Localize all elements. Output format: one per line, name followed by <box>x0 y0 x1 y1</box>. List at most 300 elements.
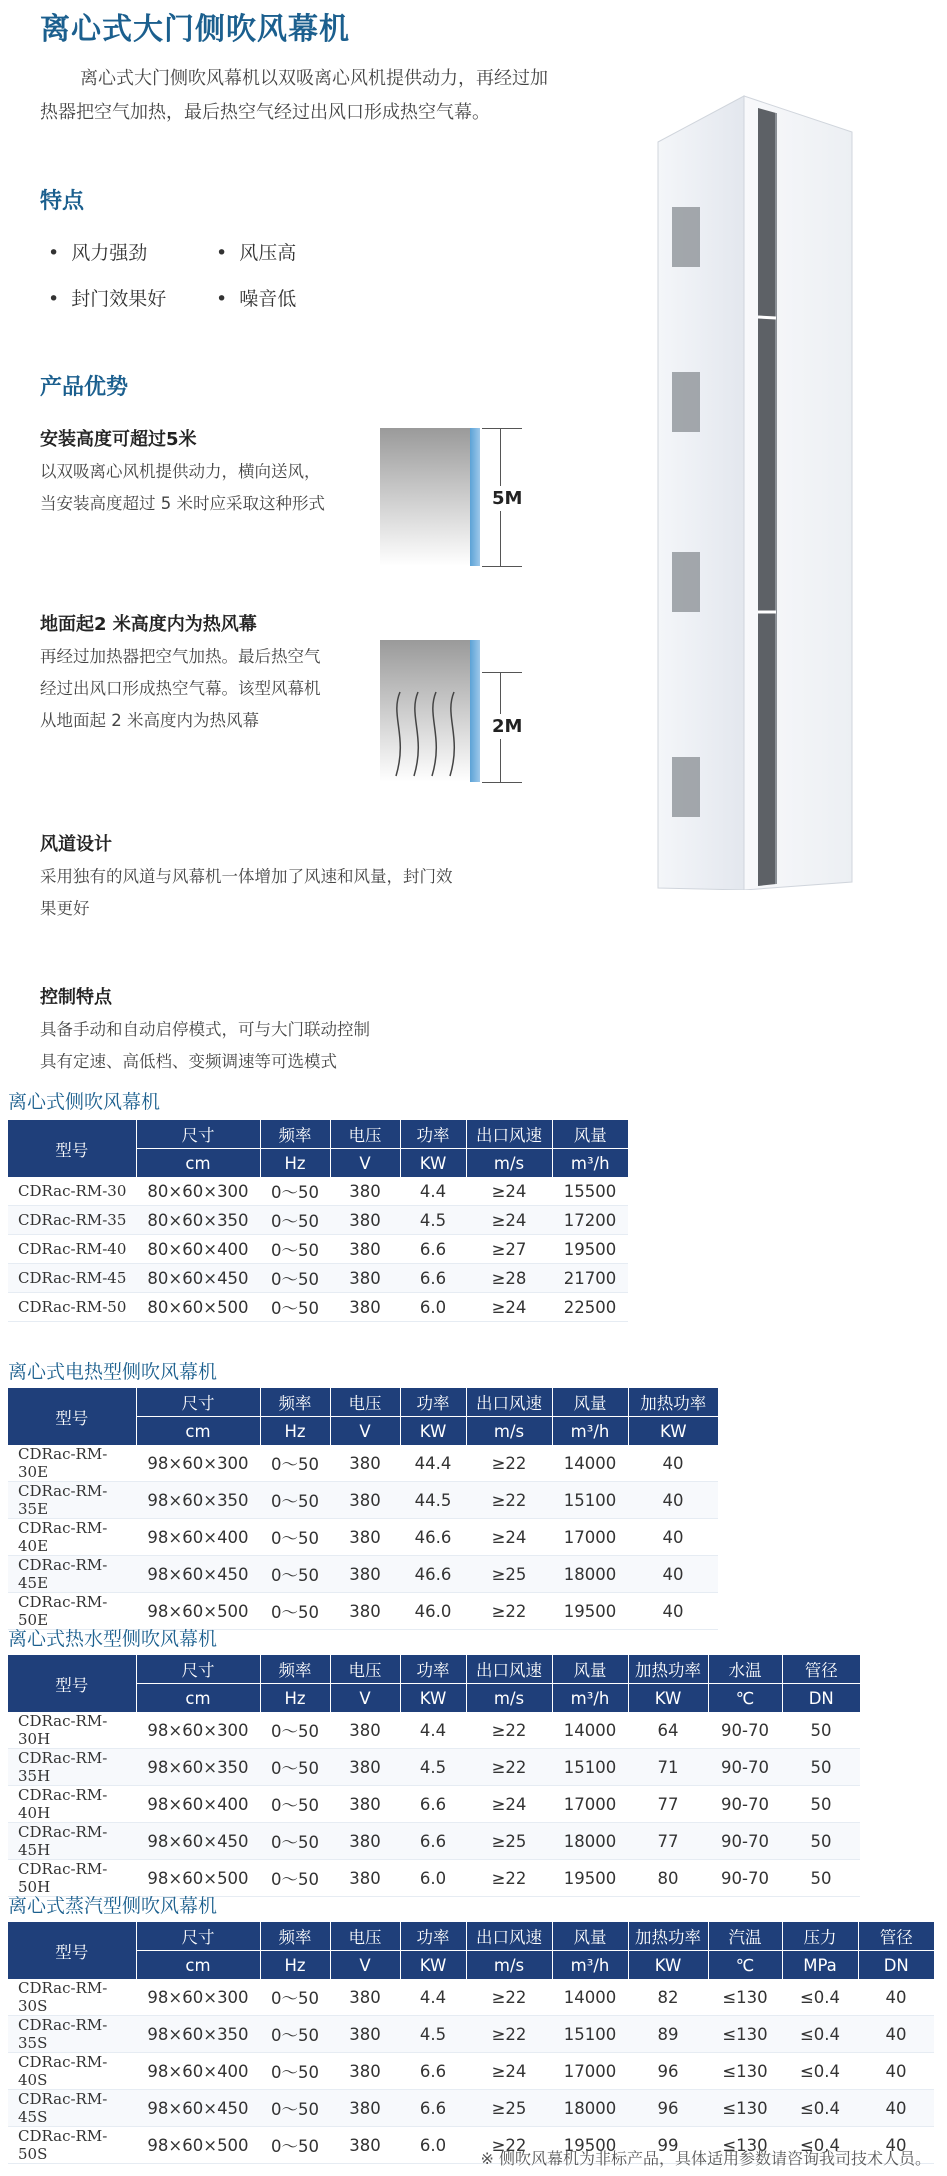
footnote: ※ 侧吹风幕机为非标产品，具体适用参数请咨询我司技术人员。 <box>480 2149 931 2168</box>
column-unit: MPa <box>782 1951 858 1980</box>
table-cell: 380 <box>330 2127 400 2164</box>
table-cell: 6.6 <box>400 1235 466 1264</box>
table-cell: 0～50 <box>260 2090 330 2127</box>
table-cell: 380 <box>330 2053 400 2090</box>
model-cell: CDRac-RM-40S <box>8 2053 136 2090</box>
table-cell: 0～50 <box>260 2053 330 2090</box>
table-cell: 380 <box>330 1264 400 1293</box>
table-row <box>8 1556 718 1593</box>
table-row <box>8 1519 718 1556</box>
column-header: 出口风速 <box>466 1922 552 1951</box>
table-cell: 380 <box>330 1786 400 1823</box>
model-cell: CDRac-RM-40 <box>8 1235 136 1264</box>
table-cell: 40 <box>628 1556 718 1593</box>
table-cell: 15100 <box>552 2016 628 2053</box>
table-cell: 0～50 <box>260 1482 330 1519</box>
column-header: 频率 <box>260 1922 330 1951</box>
table-cell: 90-70 <box>708 1860 782 1897</box>
column-unit: Hz <box>260 1149 330 1178</box>
table-cell: 4.4 <box>400 1177 466 1206</box>
table-cell: 17200 <box>552 1206 628 1235</box>
model-cell: CDRac-RM-50S <box>8 2127 136 2164</box>
column-unit: cm <box>136 1149 260 1178</box>
feature-item: • 噪音低 <box>216 284 296 311</box>
table-cell: ≥22 <box>466 1482 552 1519</box>
table-row <box>8 1293 628 1322</box>
column-unit: ℃ <box>708 1684 782 1713</box>
model-cell: CDRac-RM-35 <box>8 1206 136 1235</box>
table-cell: ≥24 <box>466 1177 552 1206</box>
table-cell: 380 <box>330 1519 400 1556</box>
table-title: 离心式侧吹风幕机 <box>8 1091 161 1113</box>
table-cell: 4.5 <box>400 1206 466 1235</box>
control-line: 具备手动和自动启停模式，可与大门联动控制 <box>40 1020 370 1039</box>
air-curtain-bar <box>470 640 480 782</box>
table-row <box>8 1712 860 1749</box>
table-cell: ≤0.4 <box>782 2090 858 2127</box>
table-cell: 80×60×400 <box>136 1235 260 1264</box>
column-unit: m/s <box>466 1951 552 1980</box>
column-header: 加热功率 <box>628 1388 718 1417</box>
model-cell: CDRac-RM-30 <box>8 1177 136 1206</box>
table-cell: 14000 <box>552 1712 628 1749</box>
dimension-tick <box>482 566 522 567</box>
column-header: 出口风速 <box>466 1388 552 1417</box>
table-cell: 98×60×450 <box>136 1556 260 1593</box>
model-cell: CDRac-RM-45 <box>8 1264 136 1293</box>
table-cell: 15100 <box>552 1749 628 1786</box>
table-cell: 89 <box>628 2016 708 2053</box>
model-cell: CDRac-RM-45S <box>8 2090 136 2127</box>
advantage-text: 采用独有的风道与风幕机一体增加了风速和风量，封门效果更好 <box>40 867 453 918</box>
dimension-tick <box>482 672 522 673</box>
column-header-model: 型号 <box>8 1655 136 1712</box>
table-cell: 98×60×300 <box>136 1445 260 1482</box>
column-header: 风量 <box>552 1388 628 1417</box>
table-cell: 6.0 <box>400 1293 466 1322</box>
table-cell: 0～50 <box>260 1556 330 1593</box>
table-row <box>8 1823 860 1860</box>
table-cell: 6.6 <box>400 1823 466 1860</box>
air-curtain-product-image <box>652 92 898 890</box>
dimension-tick <box>482 782 522 783</box>
table-cell: 96 <box>628 2090 708 2127</box>
advantage-title: 地面起2 米高度内为热风幕 <box>40 614 257 635</box>
table-cell: ≥24 <box>466 1293 552 1322</box>
table-cell: 380 <box>330 1177 400 1206</box>
table-cell: 18000 <box>552 1823 628 1860</box>
table-row <box>8 1786 860 1823</box>
table-cell: ≥22 <box>466 1979 552 2016</box>
column-header: 频率 <box>260 1388 330 1417</box>
column-unit: V <box>330 1417 400 1446</box>
table-cell: 98×60×400 <box>136 1519 260 1556</box>
table-cell: ≤130 <box>708 2090 782 2127</box>
table-cell: 380 <box>330 1979 400 2016</box>
model-cell: CDRac-RM-40H <box>8 1786 136 1823</box>
table-row <box>8 2016 934 2053</box>
column-header: 尺寸 <box>136 1388 260 1417</box>
control-line: 具有定速、高低档、变频调速等可选模式 <box>40 1052 337 1071</box>
column-header: 电压 <box>330 1922 400 1951</box>
hot-air-waves-icon <box>388 688 464 782</box>
table-cell: 98×60×400 <box>136 2053 260 2090</box>
column-unit: V <box>330 1149 400 1178</box>
table-cell: 0～50 <box>260 1445 330 1482</box>
table-cell: 0～50 <box>260 2016 330 2053</box>
model-cell: CDRac-RM-30E <box>8 1445 136 1482</box>
table-cell: 380 <box>330 1206 400 1235</box>
table-cell: 380 <box>330 1823 400 1860</box>
table-row <box>8 1482 718 1519</box>
table-cell: 98×60×450 <box>136 1823 260 1860</box>
table-cell: 6.6 <box>400 2090 466 2127</box>
table-cell: 77 <box>628 1786 708 1823</box>
table-row <box>8 1264 628 1293</box>
table-cell: 98×60×400 <box>136 1786 260 1823</box>
column-header: 尺寸 <box>136 1922 260 1951</box>
table-cell: 4.5 <box>400 1749 466 1786</box>
table-cell: 380 <box>330 1749 400 1786</box>
table-cell: 0～50 <box>260 1206 330 1235</box>
table-cell: 0～50 <box>260 1823 330 1860</box>
column-unit: m³/h <box>552 1951 628 1980</box>
column-unit: KW <box>628 1684 708 1713</box>
dimension-tick <box>482 428 522 429</box>
control-title: 控制特点 <box>40 987 112 1008</box>
spec-table <box>8 1922 934 2164</box>
table-row <box>8 1235 628 1264</box>
table-cell: 40 <box>628 1445 718 1482</box>
spec-table <box>8 1388 718 1630</box>
table-cell: ≥28 <box>466 1264 552 1293</box>
table-cell: 380 <box>330 1235 400 1264</box>
model-cell: CDRac-RM-45E <box>8 1556 136 1593</box>
column-unit: cm <box>136 1417 260 1446</box>
model-cell: CDRac-RM-50E <box>8 1593 136 1630</box>
table-cell: ≥24 <box>466 1786 552 1823</box>
model-cell: CDRac-RM-40E <box>8 1519 136 1556</box>
table-cell: 64 <box>628 1712 708 1749</box>
table-cell: 22500 <box>552 1293 628 1322</box>
table-cell: 6.0 <box>400 2127 466 2164</box>
model-cell: CDRac-RM-30H <box>8 1712 136 1749</box>
column-unit: m/s <box>466 1684 552 1713</box>
table-cell: 4.5 <box>400 2016 466 2053</box>
table-cell: 40 <box>858 2053 934 2090</box>
table-cell: 19500 <box>552 1235 628 1264</box>
table-cell: 0～50 <box>260 1264 330 1293</box>
table-cell: 80×60×300 <box>136 1177 260 1206</box>
spec-table <box>8 1655 860 1897</box>
table-cell: ≤0.4 <box>782 1979 858 2016</box>
table-cell: 80×60×450 <box>136 1264 260 1293</box>
table-cell: 0～50 <box>260 1593 330 1630</box>
advantage-text: 再经过加热器把空气加热。最后热空气经过出风口形成热空气幕。该型风幕机从地面起 2 米高度内为热风幕 <box>40 647 321 730</box>
table-cell: 0～50 <box>260 1749 330 1786</box>
table-cell: 19500 <box>552 1860 628 1897</box>
table-cell: 98×60×350 <box>136 1749 260 1786</box>
table-cell: 14000 <box>552 1445 628 1482</box>
column-header-model: 型号 <box>8 1388 136 1445</box>
table-title: 离心式蒸汽型侧吹风幕机 <box>8 1895 218 1917</box>
table-row <box>8 1979 934 2016</box>
table-cell: 380 <box>330 1860 400 1897</box>
table-cell: 44.4 <box>400 1445 466 1482</box>
table-cell: 71 <box>628 1749 708 1786</box>
feature-item: • 风压高 <box>216 238 296 265</box>
table-cell: 99 <box>628 2127 708 2164</box>
column-header: 功率 <box>400 1120 466 1149</box>
table-cell: 0～50 <box>260 2127 330 2164</box>
column-header: 电压 <box>330 1120 400 1149</box>
table-row <box>8 2053 934 2090</box>
table-cell: 0～50 <box>260 1235 330 1264</box>
table-cell: 82 <box>628 1979 708 2016</box>
column-header: 尺寸 <box>136 1120 260 1149</box>
table-cell: ≥22 <box>466 2016 552 2053</box>
model-cell: CDRac-RM-50H <box>8 1860 136 1897</box>
column-unit: V <box>330 1951 400 1980</box>
table-cell: 17000 <box>552 1786 628 1823</box>
column-header: 功率 <box>400 1655 466 1684</box>
column-unit: cm <box>136 1684 260 1713</box>
intro-paragraph: 离心式大门侧吹风幕机以双吸离心风机提供动力，再经过加热器把空气加热，最后热空气经过出风口形成热空气幕。 <box>40 68 548 123</box>
table-row <box>8 1206 628 1235</box>
table-cell: ≥25 <box>466 1556 552 1593</box>
table-cell: 40 <box>858 2016 934 2053</box>
table-cell: 15500 <box>552 1177 628 1206</box>
table-cell: 80 <box>628 1860 708 1897</box>
table-cell: 46.6 <box>400 1556 466 1593</box>
model-cell: CDRac-RM-35H <box>8 1749 136 1786</box>
column-unit: ℃ <box>708 1951 782 1980</box>
column-header: 加热功率 <box>628 1922 708 1951</box>
table-row <box>8 1749 860 1786</box>
table-cell: ≥24 <box>466 1519 552 1556</box>
table-cell: 17000 <box>552 2053 628 2090</box>
table-cell: 380 <box>330 2016 400 2053</box>
advantages-title: 产品优势 <box>40 375 129 400</box>
table-cell: ≥22 <box>466 1593 552 1630</box>
table-cell: 98×60×450 <box>136 2090 260 2127</box>
table-cell: 19500 <box>552 2127 628 2164</box>
table-cell: 40 <box>858 1979 934 2016</box>
column-header: 管径 <box>858 1922 934 1951</box>
table-cell: 46.6 <box>400 1519 466 1556</box>
table-cell: 4.4 <box>400 1712 466 1749</box>
table-cell: 50 <box>782 1823 860 1860</box>
table-cell: ≤130 <box>708 2053 782 2090</box>
table-cell: 380 <box>330 1556 400 1593</box>
table-cell: 96 <box>628 2053 708 2090</box>
table-cell: 380 <box>330 1293 400 1322</box>
table-cell: 0～50 <box>260 1519 330 1556</box>
table-cell: 18000 <box>552 1556 628 1593</box>
column-header: 风量 <box>552 1922 628 1951</box>
advantage-title: 风道设计 <box>40 834 112 855</box>
table-row <box>8 2090 934 2127</box>
table-cell: 15100 <box>552 1482 628 1519</box>
table-cell: 14000 <box>552 1979 628 2016</box>
column-header: 压力 <box>782 1922 858 1951</box>
table-cell: 40 <box>628 1593 718 1630</box>
table-cell: 0～50 <box>260 1712 330 1749</box>
column-unit: Hz <box>260 1684 330 1713</box>
table-cell: ≥22 <box>466 1712 552 1749</box>
table-cell: ≤130 <box>708 2016 782 2053</box>
table-cell: ≤0.4 <box>782 2016 858 2053</box>
table-cell: 50 <box>782 1786 860 1823</box>
feature-item: • 风力强劲 <box>48 238 147 265</box>
column-header: 加热功率 <box>628 1655 708 1684</box>
table-cell: ≤130 <box>708 2127 782 2164</box>
column-unit: KW <box>628 1417 718 1446</box>
column-header: 电压 <box>330 1655 400 1684</box>
column-unit: KW <box>628 1951 708 1980</box>
column-header-model: 型号 <box>8 1120 136 1177</box>
wall-gradient <box>380 428 470 566</box>
table-cell: 98×60×500 <box>136 1593 260 1630</box>
page-title: 离心式大门侧吹风幕机 <box>40 12 350 47</box>
spec-table <box>8 1120 628 1322</box>
column-unit: m/s <box>466 1149 552 1178</box>
column-header: 出口风速 <box>466 1655 552 1684</box>
table-cell: 19500 <box>552 1593 628 1630</box>
column-header: 风量 <box>552 1120 628 1149</box>
table-cell: 40 <box>858 2127 934 2164</box>
column-header-model: 型号 <box>8 1922 136 1979</box>
model-cell: CDRac-RM-35S <box>8 2016 136 2053</box>
table-cell: 80×60×500 <box>136 1293 260 1322</box>
column-unit: KW <box>400 1149 466 1178</box>
table-cell: 6.0 <box>400 1860 466 1897</box>
model-cell: CDRac-RM-50 <box>8 1293 136 1322</box>
table-cell: ≥22 <box>466 1749 552 1786</box>
table-cell: 40 <box>858 2090 934 2127</box>
table-cell: 98×60×500 <box>136 1860 260 1897</box>
column-header: 尺寸 <box>136 1655 260 1684</box>
table-cell: 80×60×350 <box>136 1206 260 1235</box>
table-cell: 98×60×300 <box>136 1979 260 2016</box>
table-cell: ≥22 <box>466 1445 552 1482</box>
model-cell: CDRac-RM-30S <box>8 1979 136 2016</box>
column-header: 电压 <box>330 1388 400 1417</box>
table-cell: 98×60×350 <box>136 2016 260 2053</box>
column-unit: V <box>330 1684 400 1713</box>
table-cell: ≤0.4 <box>782 2053 858 2090</box>
table-cell: 6.6 <box>400 1786 466 1823</box>
column-unit: m³/h <box>552 1684 628 1713</box>
model-cell: CDRac-RM-45H <box>8 1823 136 1860</box>
table-cell: 380 <box>330 1482 400 1519</box>
table-cell: 17000 <box>552 1519 628 1556</box>
table-cell: 90-70 <box>708 1749 782 1786</box>
column-unit: KW <box>400 1951 466 1980</box>
column-unit: m³/h <box>552 1417 628 1446</box>
table-cell: 380 <box>330 1445 400 1482</box>
table-cell: 77 <box>628 1823 708 1860</box>
table-cell: 50 <box>782 1712 860 1749</box>
table-cell: 0～50 <box>260 1293 330 1322</box>
column-header: 水温 <box>708 1655 782 1684</box>
table-cell: 6.6 <box>400 1264 466 1293</box>
column-unit: KW <box>400 1684 466 1713</box>
model-cell: CDRac-RM-35E <box>8 1482 136 1519</box>
column-header: 频率 <box>260 1120 330 1149</box>
column-header: 管径 <box>782 1655 860 1684</box>
column-unit: Hz <box>260 1951 330 1980</box>
table-cell: ≥22 <box>466 1860 552 1897</box>
table-cell: ≥25 <box>466 1823 552 1860</box>
column-header: 频率 <box>260 1655 330 1684</box>
table-cell: 6.6 <box>400 2053 466 2090</box>
column-header: 功率 <box>400 1922 466 1951</box>
column-header: 汽温 <box>708 1922 782 1951</box>
table-cell: 0～50 <box>260 1860 330 1897</box>
table-cell: 0～50 <box>260 1177 330 1206</box>
table-cell: ≤0.4 <box>782 2127 858 2164</box>
advantage-title: 安装高度可超过5米 <box>40 429 197 450</box>
table-cell: ≥22 <box>466 2127 552 2164</box>
table-cell: 44.5 <box>400 1482 466 1519</box>
table-row <box>8 1445 718 1482</box>
table-row <box>8 1177 628 1206</box>
table-title: 离心式热水型侧吹风幕机 <box>8 1628 218 1650</box>
table-cell: ≥24 <box>466 2053 552 2090</box>
table-cell: 380 <box>330 1712 400 1749</box>
column-unit: cm <box>136 1951 260 1980</box>
table-cell: 46.0 <box>400 1593 466 1630</box>
dimension-label: 2M <box>492 716 523 737</box>
table-cell: 90-70 <box>708 1786 782 1823</box>
column-unit: Hz <box>260 1417 330 1446</box>
table-cell: 90-70 <box>708 1823 782 1860</box>
table-cell: 50 <box>782 1749 860 1786</box>
table-cell: 0～50 <box>260 1979 330 2016</box>
column-unit: m/s <box>466 1417 552 1446</box>
table-cell: 40 <box>628 1482 718 1519</box>
table-cell: 380 <box>330 2090 400 2127</box>
column-unit: KW <box>400 1417 466 1446</box>
air-curtain-bar <box>470 428 480 566</box>
table-cell: ≥25 <box>466 2090 552 2127</box>
feature-item: • 封门效果好 <box>48 284 166 311</box>
table-cell: 90-70 <box>708 1712 782 1749</box>
column-unit: DN <box>858 1951 934 1980</box>
table-cell: 98×60×500 <box>136 2127 260 2164</box>
table-cell: 50 <box>782 1860 860 1897</box>
column-unit: DN <box>782 1684 860 1713</box>
table-cell: ≥24 <box>466 1206 552 1235</box>
advantage-text: 以双吸离心风机提供动力，横向送风，当安装高度超过 5 米时应采取这种形式 <box>40 462 325 513</box>
dimension-label: 5M <box>492 488 523 509</box>
column-header: 功率 <box>400 1388 466 1417</box>
column-header: 风量 <box>552 1655 628 1684</box>
table-title: 离心式电热型侧吹风幕机 <box>8 1361 218 1383</box>
table-cell: 4.4 <box>400 1979 466 2016</box>
table-cell: 0～50 <box>260 1786 330 1823</box>
table-cell: 21700 <box>552 1264 628 1293</box>
table-cell: 98×60×300 <box>136 1712 260 1749</box>
table-cell: 40 <box>628 1519 718 1556</box>
column-unit: m³/h <box>552 1149 628 1178</box>
table-cell: ≤130 <box>708 1979 782 2016</box>
table-cell: 18000 <box>552 2090 628 2127</box>
table-cell: ≥27 <box>466 1235 552 1264</box>
table-cell: 380 <box>330 1593 400 1630</box>
features-title: 特点 <box>40 189 85 214</box>
